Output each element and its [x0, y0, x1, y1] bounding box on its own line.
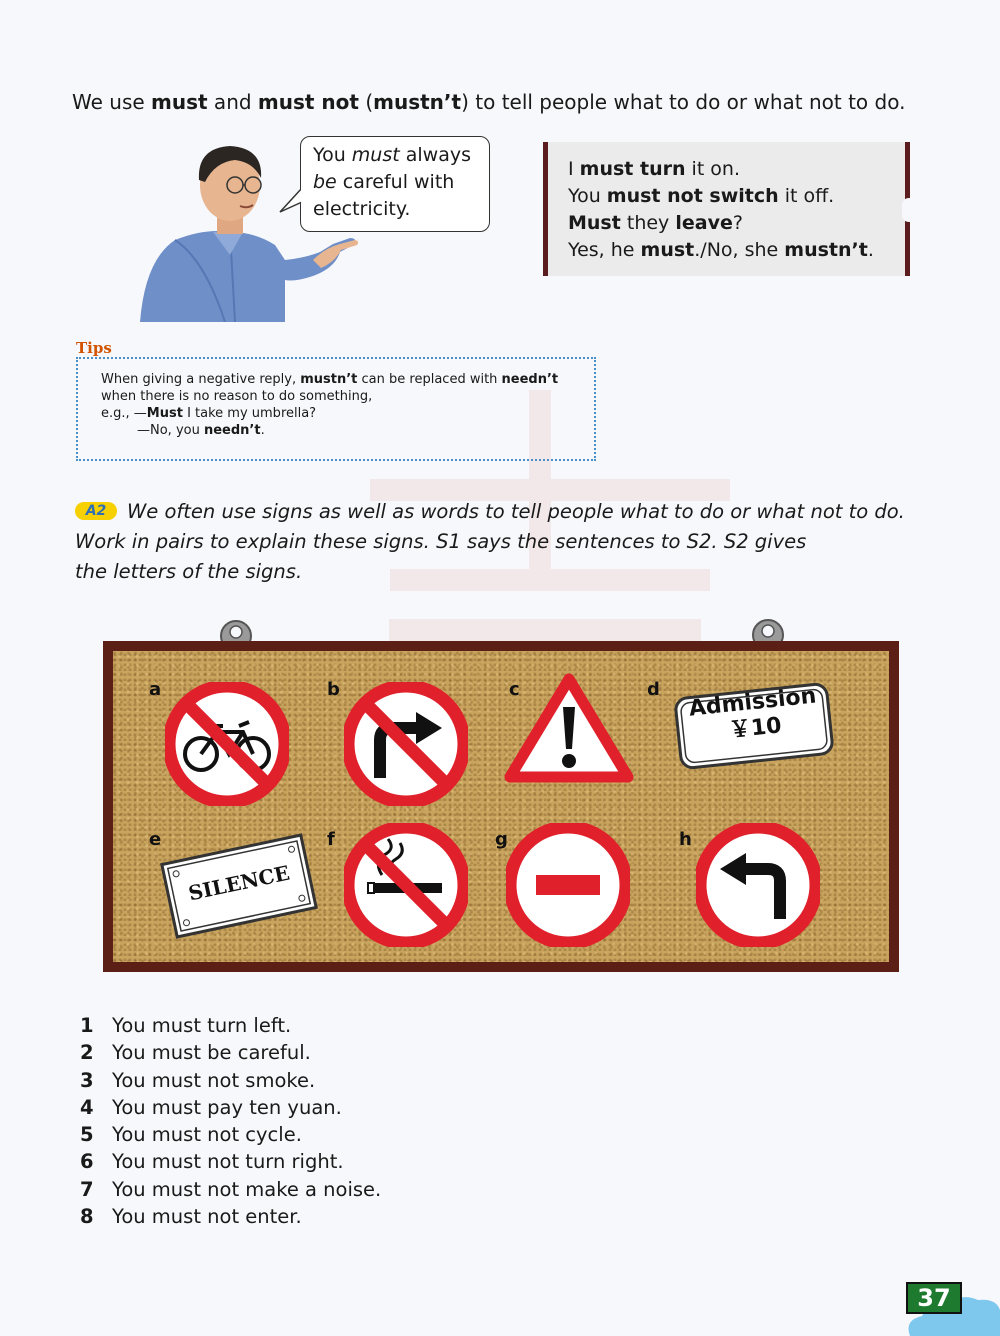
a2-line-3: the letters of the signs.	[75, 560, 303, 583]
list-text: You must pay ten yuan.	[112, 1095, 342, 1119]
list-text: You must not cycle.	[112, 1123, 302, 1147]
list-number: 2	[80, 1041, 94, 1065]
bubble-text: always	[399, 144, 471, 166]
grammar-line-3	[568, 210, 905, 237]
list-text: You must not enter.	[112, 1205, 302, 1229]
list-text: You must not smoke.	[112, 1068, 316, 1092]
a2-badge: A2	[75, 502, 117, 520]
list-item	[80, 1094, 381, 1121]
sign-letter-c: c	[509, 679, 520, 700]
grammar-line-2	[568, 183, 905, 210]
intro-text: (	[358, 90, 374, 114]
intro-text: ) to tell people what to do or what not to do.	[461, 90, 906, 114]
page-number: 37	[906, 1282, 962, 1314]
list-text: You must turn left.	[112, 1014, 292, 1037]
turn-left-sign	[696, 823, 820, 947]
tips-bold: Must	[146, 406, 183, 421]
tips-text: .	[260, 423, 265, 438]
grammar-bold: must turn	[579, 158, 686, 180]
grammar-box-notch	[902, 198, 916, 222]
list-item	[80, 1203, 381, 1230]
tips-box	[76, 357, 596, 461]
grammar-text: ./No, she	[694, 239, 785, 261]
grammar-text: ?	[732, 212, 743, 234]
grammar-text: I	[568, 158, 580, 180]
sign-letter-d: d	[647, 679, 660, 700]
list-item	[80, 1148, 381, 1175]
tips-line-2: when there is no reason to do something,	[101, 389, 373, 404]
bubble-text: careful with	[336, 171, 455, 193]
bubble-line-1	[313, 142, 477, 169]
grammar-bold: must	[640, 239, 695, 261]
list-number: 8	[80, 1205, 94, 1229]
sign-letter-a: a	[149, 679, 162, 700]
intro-sentence	[72, 90, 905, 114]
grammar-bold: leave	[675, 212, 733, 234]
bubble-italic-must: must	[351, 144, 400, 166]
sign-letter-g: g	[495, 829, 508, 850]
no-entry-sign	[506, 823, 630, 947]
a2-line-2: Work in pairs to explain these signs. S1 says the sentences to S2. S2 gives	[75, 530, 807, 553]
tips-bold: needn’t	[203, 423, 261, 438]
intro-bold-mustnt: mustn’t	[373, 90, 462, 114]
bubble-line-2	[313, 169, 477, 196]
grammar-text: it off.	[778, 185, 835, 207]
grammar-bold: must not switch	[606, 185, 779, 207]
grammar-text: it on.	[685, 158, 741, 180]
bubble-line-3: electricity.	[313, 198, 411, 220]
a2-instructions	[75, 497, 925, 587]
list-text: You must not turn right.	[112, 1150, 344, 1174]
grammar-box	[543, 142, 910, 276]
sign-letter-e: e	[149, 829, 162, 850]
list-item	[80, 1012, 381, 1039]
speech-bubble-tail	[278, 186, 304, 216]
tips-text: —No, you	[137, 423, 204, 438]
sentence-list	[80, 1012, 381, 1230]
list-number: 3	[80, 1068, 94, 1092]
tips-line-3	[101, 405, 594, 422]
grammar-text: Yes, he	[568, 239, 641, 261]
intro-text: and	[207, 90, 258, 114]
list-item	[80, 1067, 381, 1094]
intro-text: We use	[72, 90, 152, 114]
sign-letter-b: b	[327, 679, 340, 700]
no-cycling-sign	[165, 682, 289, 806]
no-right-turn-sign	[344, 682, 468, 806]
admission-label: Admission	[687, 683, 818, 722]
bubble-text: You	[313, 144, 352, 166]
grammar-text: they	[620, 212, 676, 234]
warning-triangle-sign	[504, 673, 634, 783]
grammar-text: You	[568, 185, 607, 207]
list-text: You must not make a noise.	[112, 1177, 382, 1201]
tips-text: When giving a negative reply,	[101, 372, 301, 387]
tips-text: can be replaced with	[357, 372, 502, 387]
list-item	[80, 1039, 381, 1066]
grammar-line-1	[568, 156, 905, 183]
cork-surface	[113, 651, 889, 962]
no-smoking-sign	[344, 823, 468, 947]
list-number: 5	[80, 1123, 94, 1147]
sign-letter-f: f	[327, 829, 335, 850]
list-item	[80, 1121, 381, 1148]
silence-card-text: SILENCE	[186, 860, 292, 906]
tips-text: I take my umbrella?	[182, 406, 317, 421]
list-item	[80, 1176, 381, 1203]
tips-bold: mustn’t	[300, 372, 358, 387]
speech-bubble	[300, 136, 490, 232]
tips-bold: needn’t	[501, 372, 559, 387]
tips-text: e.g., —	[101, 406, 147, 421]
list-text: You must be careful.	[112, 1041, 311, 1065]
cork-board	[103, 641, 899, 972]
list-number: 7	[80, 1177, 94, 1201]
tips-line-4	[101, 422, 594, 439]
tips-line-1	[101, 371, 594, 388]
grammar-line-4	[568, 237, 905, 264]
intro-bold-must-not: must not	[257, 90, 359, 114]
list-number: 1	[80, 1014, 94, 1037]
admission-price: ￥10	[727, 713, 783, 744]
intro-bold-must: must	[151, 90, 208, 114]
grammar-bold: Must	[568, 212, 621, 234]
grammar-text: .	[867, 239, 874, 261]
a2-line-1: We often use signs as well as words to tell people what to do or what not to do.	[127, 500, 905, 523]
sign-letter-h: h	[679, 829, 692, 850]
list-number: 6	[80, 1150, 94, 1174]
tips-label: Tips	[76, 339, 112, 357]
bubble-italic-be: be	[313, 171, 337, 193]
list-number: 4	[80, 1095, 94, 1119]
grammar-bold: mustn’t	[784, 239, 868, 261]
